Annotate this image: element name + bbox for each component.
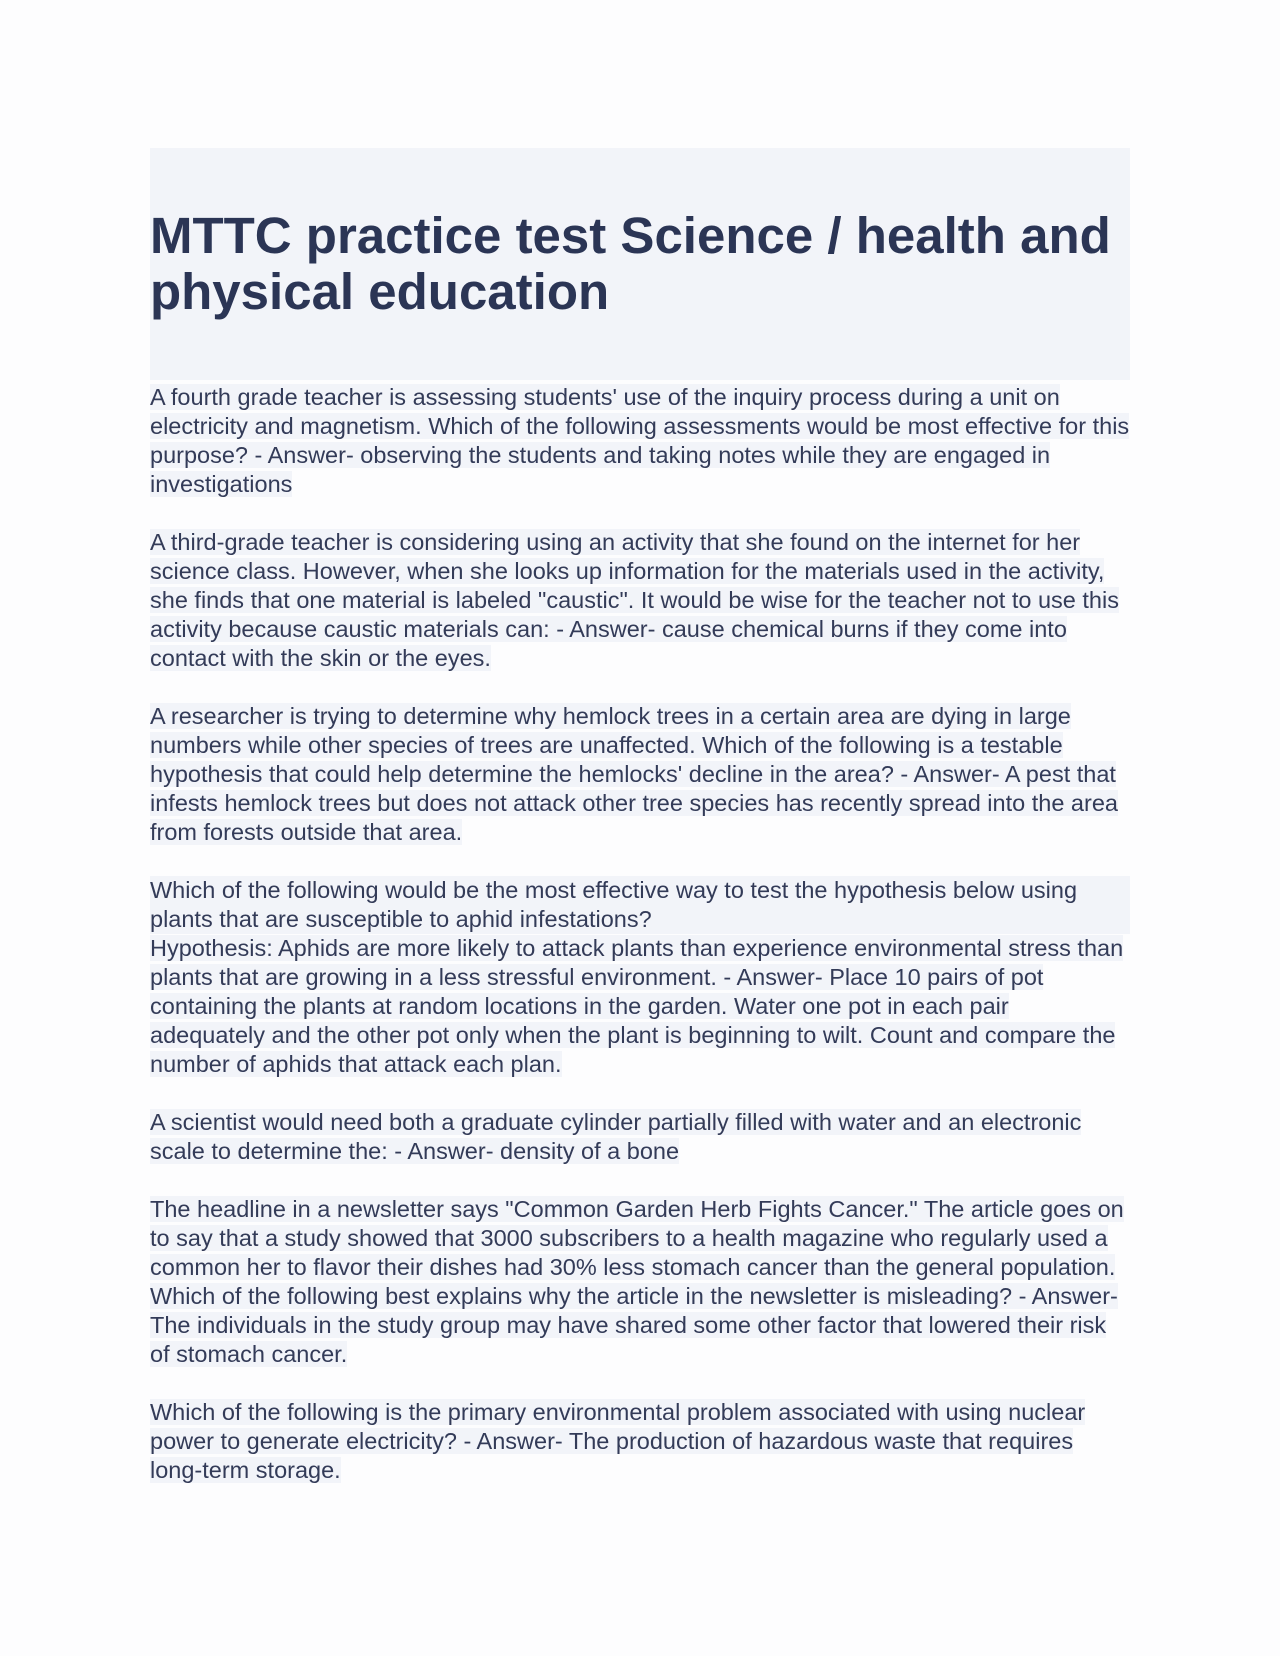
title-block (150, 148, 1130, 380)
qa-entry-1 (150, 383, 1130, 499)
document-page (150, 148, 1130, 1514)
qa-entry-text: Which of the following is the primary environmental problem associated with using nuclear power to generate electricity? - Answer- The production of hazardous waste that requires long-term storage. (150, 1399, 1086, 1483)
qa-entry-text: A fourth grade teacher is assessing students' use of the inquiry process during a unit on electricity and magnetism. Which of the following assessments would be most effective for this purpose? - Answer- observing the students and taking notes while they are engaged in investigations (150, 384, 1130, 497)
qa-entry-4 (150, 876, 1130, 1079)
qa-entry-text: A researcher is trying to determine why hemlock trees in a certain area are dying in large numbers while other species of trees are unaffected. Which of the following is a testable hypothesis that could help determine the hemlocks' decline in the area? - Answer- A pest that infests hemlock trees but does not attack other tree species has recently spread into the area from forests outside that area. (150, 703, 1118, 845)
qa-entry-2 (150, 528, 1130, 673)
qa-entry-text: A scientist would need both a graduate cylinder partially filled with water and an electronic scale to determine the: - Answer- density of a bone (150, 1109, 1082, 1164)
qa-entry-6 (150, 1195, 1130, 1369)
qa-entry-3 (150, 702, 1130, 847)
qa-entry-question (150, 876, 1130, 934)
page-title: MTTC practice test Science / health and physical education (150, 207, 1111, 320)
qa-entry-text: The headline in a newsletter says "Common Garden Herb Fights Cancer." The article goes on to say that a study showed that 3000 subscribers to a health magazine who regularly used a common her to flavor their dishes had 30% less stomach cancer than the general population. Which of the following best explains why the article in the newsletter is misleading? - Answer- The individuals in the study group may have shared some other factor that lowered their risk of stomach cancer. (150, 1196, 1124, 1367)
qa-entry-hypothesis: Hypothesis: Aphids are more likely to attack plants than experience environmental stress than plants that are growing in a less stressful environment. - Answer- Place 10 pairs of pot containing the plants at random locations in the garden. Water one pot in each pair adequately and the other pot only when the plant is beginning to wilt. Count and compare the number of aphids that attack each plan. (150, 935, 1124, 1077)
qa-entry-5 (150, 1108, 1130, 1166)
qa-entry-7 (150, 1398, 1130, 1485)
qa-entry-text: Which of the following would be the most effective way to test the hypothesis below using plants that are susceptible to aphid infestations? (150, 877, 1078, 932)
qa-entry-text: A third-grade teacher is considering using an activity that she found on the internet for her science class. However, when she looks up information for the materials used in the activity, she finds that one material is labeled "caustic". It would be wise for the teacher not to use this activity because caustic materials can: - Answer- cause chemical burns if they come into contact with the skin or the eyes. (150, 529, 1119, 671)
